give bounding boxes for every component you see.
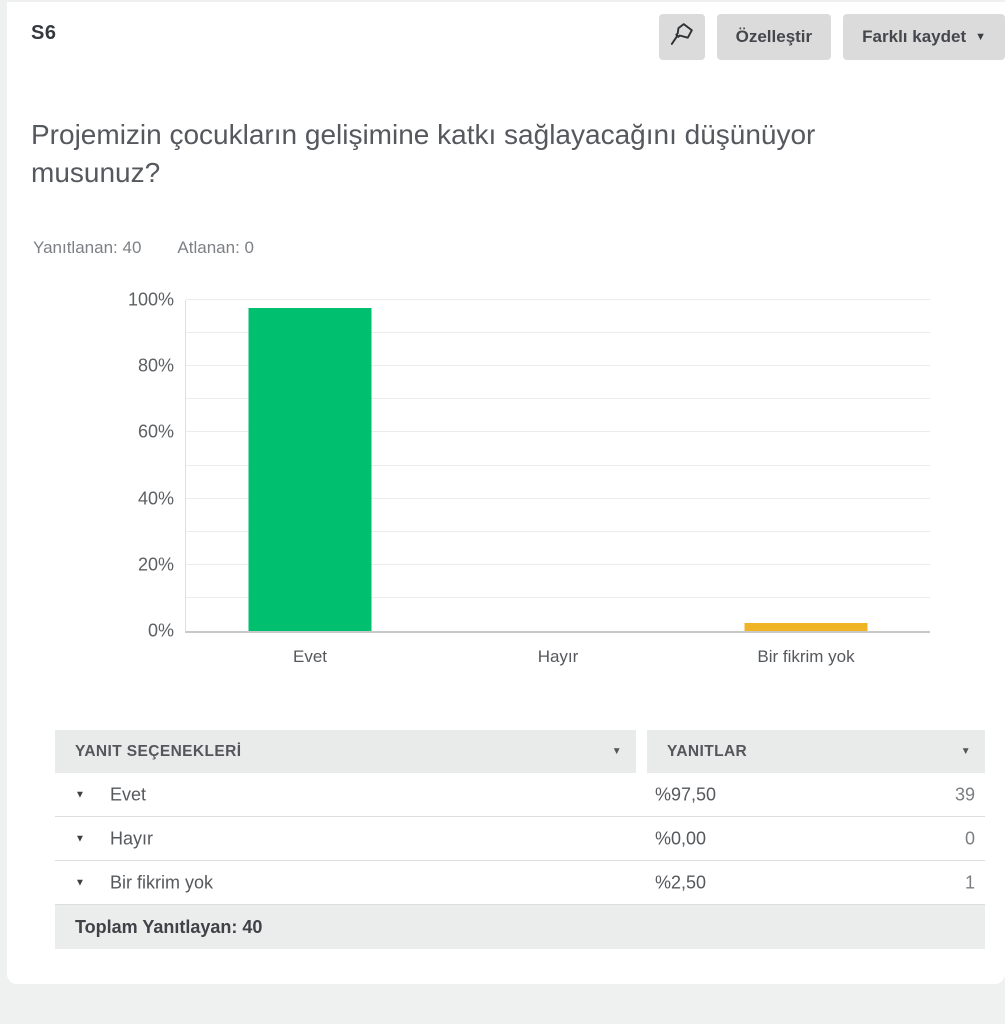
pin-icon: [668, 21, 695, 53]
table-body: [55, 773, 985, 905]
answer-percent: %0,00: [655, 828, 707, 848]
column-header-answer-choices[interactable]: [55, 730, 636, 773]
caret-down-icon: ▼: [975, 31, 986, 43]
skipped-stat: Atlanan: 0: [177, 238, 255, 257]
answer-count: 39: [954, 784, 975, 804]
save-as-button-label: Farklı kaydet: [862, 27, 967, 46]
y-axis-tick-label: 80%: [137, 355, 174, 376]
x-axis-category-label: Evet: [292, 647, 328, 666]
question-title: Projemizin çocukların gelişimine katkı sağlayacağını düşünüyor musunuz?: [31, 119, 816, 189]
answer-count: 1: [964, 872, 975, 892]
bar-chart-plot: [127, 289, 930, 666]
answer-percent: %97,50: [655, 784, 717, 804]
pin-button[interactable]: [659, 14, 705, 60]
chart-bar: [745, 623, 868, 631]
y-axis-tick-label: 20%: [137, 554, 174, 575]
x-axis-category-label: Bir fikrim yok: [757, 647, 855, 666]
save-as-button[interactable]: [843, 14, 1005, 60]
column-header-label: YANITLAR: [667, 742, 748, 760]
answer-choice-label: Bir fikrim yok: [110, 872, 213, 892]
table-footer-label: Toplam Yanıtlayan: 40: [75, 916, 263, 937]
x-axis-category-label: Hayır: [537, 647, 579, 666]
answer-count: 0: [964, 828, 975, 848]
y-axis-tick-label: 100%: [127, 289, 174, 310]
results-table: [55, 730, 985, 949]
caret-down-icon[interactable]: ▼: [75, 789, 85, 800]
table-header-row: [55, 730, 985, 773]
toolbar: [659, 14, 1005, 60]
answer-percent: %2,50: [655, 872, 707, 892]
caret-down-icon[interactable]: ▼: [75, 833, 85, 844]
chart-bar: [249, 308, 372, 631]
answered-stat: Yanıtlanan: 40: [33, 238, 142, 257]
table-footer-total: [55, 905, 985, 949]
table-row: [55, 773, 985, 817]
customize-button-label: Özelleştir: [735, 27, 813, 46]
answer-choice-label: Hayır: [110, 828, 154, 848]
caret-down-icon: ▼: [960, 746, 971, 757]
y-axis-tick-label: 0%: [147, 620, 174, 641]
y-axis-tick-label: 60%: [137, 421, 174, 442]
caret-down-icon[interactable]: ▼: [75, 877, 85, 888]
y-axis-tick-label: 40%: [137, 488, 174, 509]
question-number: S6: [31, 22, 57, 44]
answer-choice-label: Evet: [110, 784, 147, 804]
table-row: [55, 817, 985, 861]
column-header-label: YANIT SEÇENEKLERİ: [75, 742, 242, 760]
customize-button[interactable]: [717, 14, 832, 60]
chart-gridline: [186, 299, 930, 300]
question-results-card: [7, 2, 1005, 984]
response-stats: [33, 238, 254, 258]
table-row: [55, 861, 985, 905]
caret-down-icon: ▼: [611, 746, 622, 757]
column-header-responses[interactable]: [647, 730, 985, 773]
